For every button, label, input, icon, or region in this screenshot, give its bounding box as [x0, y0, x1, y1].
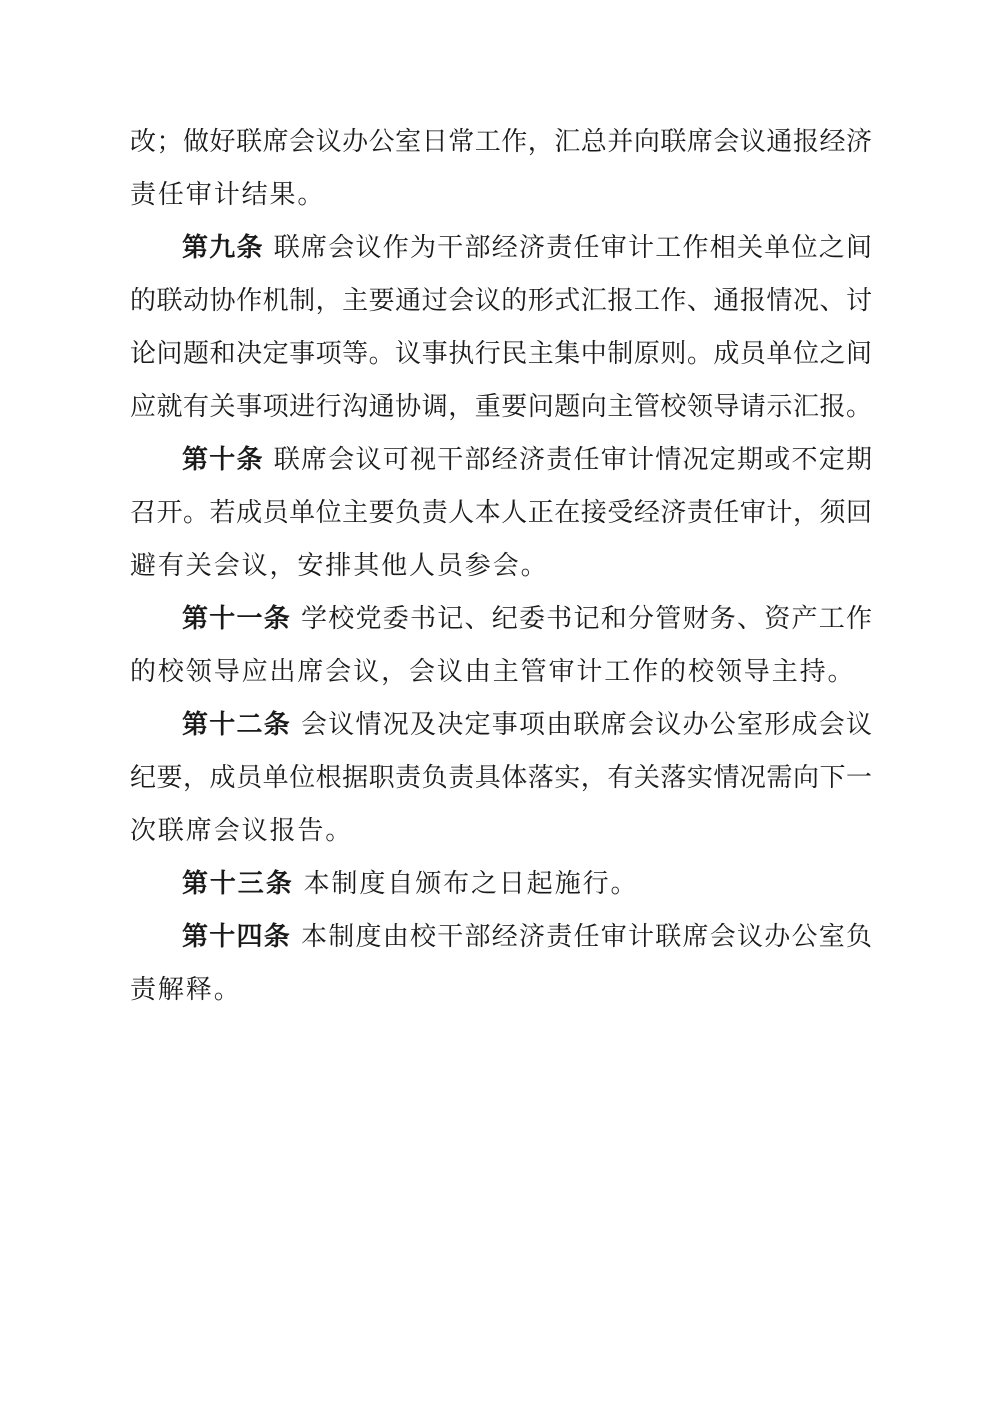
text-line: 纪要，成员单位根据职责负责具体落实，有关落实情况需向下一	[130, 763, 872, 793]
text-line	[130, 911, 872, 964]
article-text: 本制度由校干部经济责任审计联席会议办公室负	[301, 922, 872, 952]
article-heading: 第九条	[182, 233, 264, 263]
article-text: 学校党委书记、纪委书记和分管财务、资产工作	[301, 604, 872, 634]
text-line: 的联动协作机制，主要通过会议的形式汇报工作、通报情况、讨	[130, 286, 872, 316]
article-13	[130, 858, 872, 911]
text-line: 责解释。	[130, 975, 242, 1005]
article-9	[130, 222, 872, 434]
article-heading: 第十一条	[182, 604, 291, 634]
text-line: 应就有关事项进行沟通协调，重要问题向主管校领导请示汇报。	[130, 392, 872, 422]
text-line: 召开。若成员单位主要负责人本人正在接受经济责任审计，须回	[130, 498, 872, 528]
article-10	[130, 434, 872, 593]
text-line	[130, 434, 872, 487]
text-line	[130, 593, 872, 646]
text-line: 避有关会议，安排其他人员参会。	[130, 551, 549, 581]
article-14	[130, 911, 872, 1017]
text-line	[130, 699, 872, 752]
document-page	[130, 116, 872, 1017]
paragraph-continuation	[130, 116, 872, 222]
text-line: 的校领导应出席会议，会议由主管审计工作的校领导主持。	[130, 657, 856, 687]
text-line: 论问题和决定事项等。议事执行民主集中制原则。成员单位之间	[130, 339, 872, 369]
article-heading: 第十四条	[182, 922, 291, 952]
article-11	[130, 593, 872, 699]
article-text: 会议情况及决定事项由联席会议办公室形成会议	[301, 710, 872, 740]
article-heading: 第十二条	[182, 710, 291, 740]
text-line: 改；做好联席会议办公室日常工作，汇总并向联席会议通报经济	[130, 127, 872, 157]
article-text: 本制度自颁布之日起施行。	[303, 869, 639, 899]
article-text: 联席会议作为干部经济责任审计工作相关单位之间	[273, 233, 872, 263]
text-line: 责任审计结果。	[130, 180, 326, 210]
article-12	[130, 699, 872, 858]
article-heading: 第十条	[182, 445, 264, 475]
article-heading: 第十三条	[182, 869, 294, 899]
text-line	[130, 858, 872, 911]
text-line	[130, 222, 872, 275]
article-text: 联席会议可视干部经济责任审计情况定期或不定期	[273, 445, 872, 475]
text-line: 次联席会议报告。	[130, 816, 354, 846]
